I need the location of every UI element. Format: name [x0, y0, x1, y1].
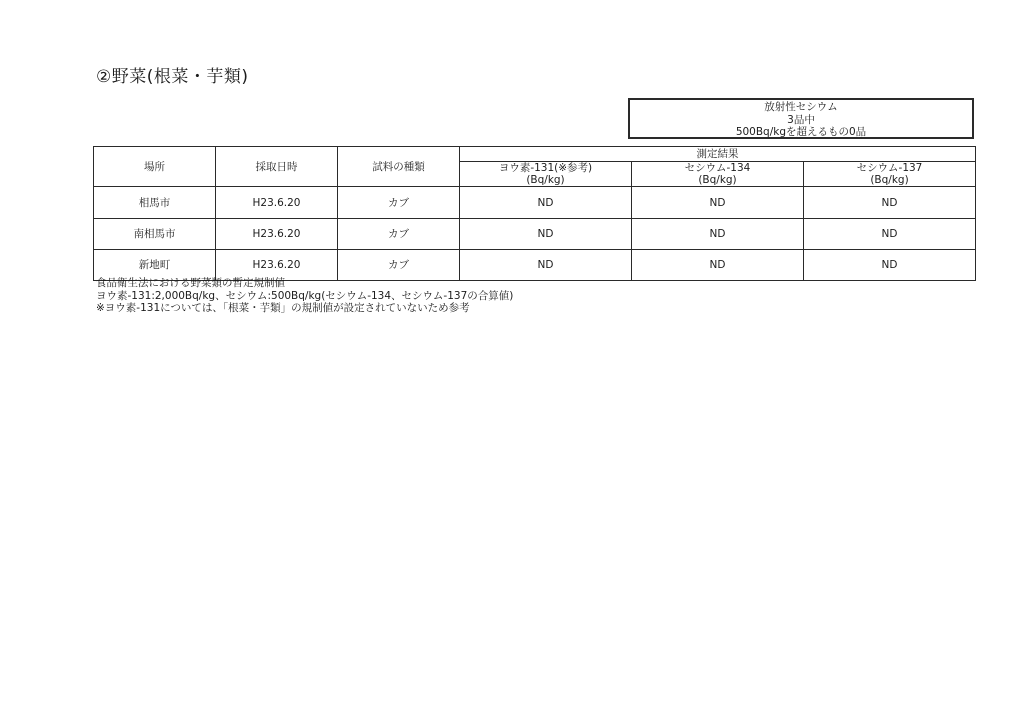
cell-sample: カブ: [338, 250, 460, 281]
table-row: [94, 187, 976, 219]
header-iodine: [460, 162, 632, 187]
header-cs137-label: セシウム-137: [856, 162, 923, 174]
cell-cs134: ND: [632, 250, 804, 281]
cell-cs134: ND: [632, 219, 804, 250]
cell-date: H23.6.20: [216, 187, 338, 219]
page-title: ②野菜(根菜・芋類): [96, 67, 249, 87]
summary-line-3: 500Bq/kgを超えるもの0品: [735, 126, 867, 138]
cell-date: H23.6.20: [216, 219, 338, 250]
header-measurement: 測定結果: [460, 147, 976, 162]
cell-location: 新地町: [94, 250, 216, 281]
note-regulation-title: 食品衛生法における野菜類の暫定規制値: [96, 277, 285, 289]
cell-cs137: ND: [804, 219, 976, 250]
cell-sample: カブ: [338, 187, 460, 219]
header-cs134-unit: (Bq/kg): [698, 174, 737, 186]
header-sample-type: 試料の種類: [338, 147, 460, 187]
cell-cs137: ND: [804, 250, 976, 281]
note-iodine-reference: ※ヨウ素-131については、「根菜・芋類」の規制値が設定されていないため参考: [96, 302, 470, 314]
cell-iodine: ND: [460, 187, 632, 219]
notes: [96, 277, 513, 315]
table-row: [94, 219, 976, 250]
cell-cs134: ND: [632, 187, 804, 219]
header-date: 採取日時: [216, 147, 338, 187]
header-cs134: [632, 162, 804, 187]
cell-location: 相馬市: [94, 187, 216, 219]
note-regulation-values: ヨウ素-131:2,000Bq/kg、セシウム:500Bq/kg(セシウム-134、セシウム-137の合算値): [96, 289, 514, 302]
header-cs137: [804, 162, 976, 187]
header-iodine-unit: (Bq/kg): [526, 174, 565, 186]
header-location: 場所: [94, 147, 216, 187]
cell-iodine: ND: [460, 250, 632, 281]
header-cs134-label: セシウム-134: [684, 162, 751, 174]
table-row: [94, 250, 976, 281]
cell-sample: カブ: [338, 219, 460, 250]
summary-line-2: 3品中: [787, 113, 815, 126]
cell-location: 南相馬市: [94, 219, 216, 250]
cell-cs137: ND: [804, 187, 976, 219]
summary-line-1: 放射性セシウム: [764, 101, 838, 113]
header-iodine-label: ヨウ素-131(※参考): [498, 162, 593, 174]
summary-box: [628, 98, 974, 139]
cell-date: H23.6.20: [216, 250, 338, 281]
header-cs137-unit: (Bq/kg): [870, 174, 909, 186]
cell-iodine: ND: [460, 219, 632, 250]
results-table: [93, 146, 976, 281]
header-row-1: [94, 147, 976, 162]
